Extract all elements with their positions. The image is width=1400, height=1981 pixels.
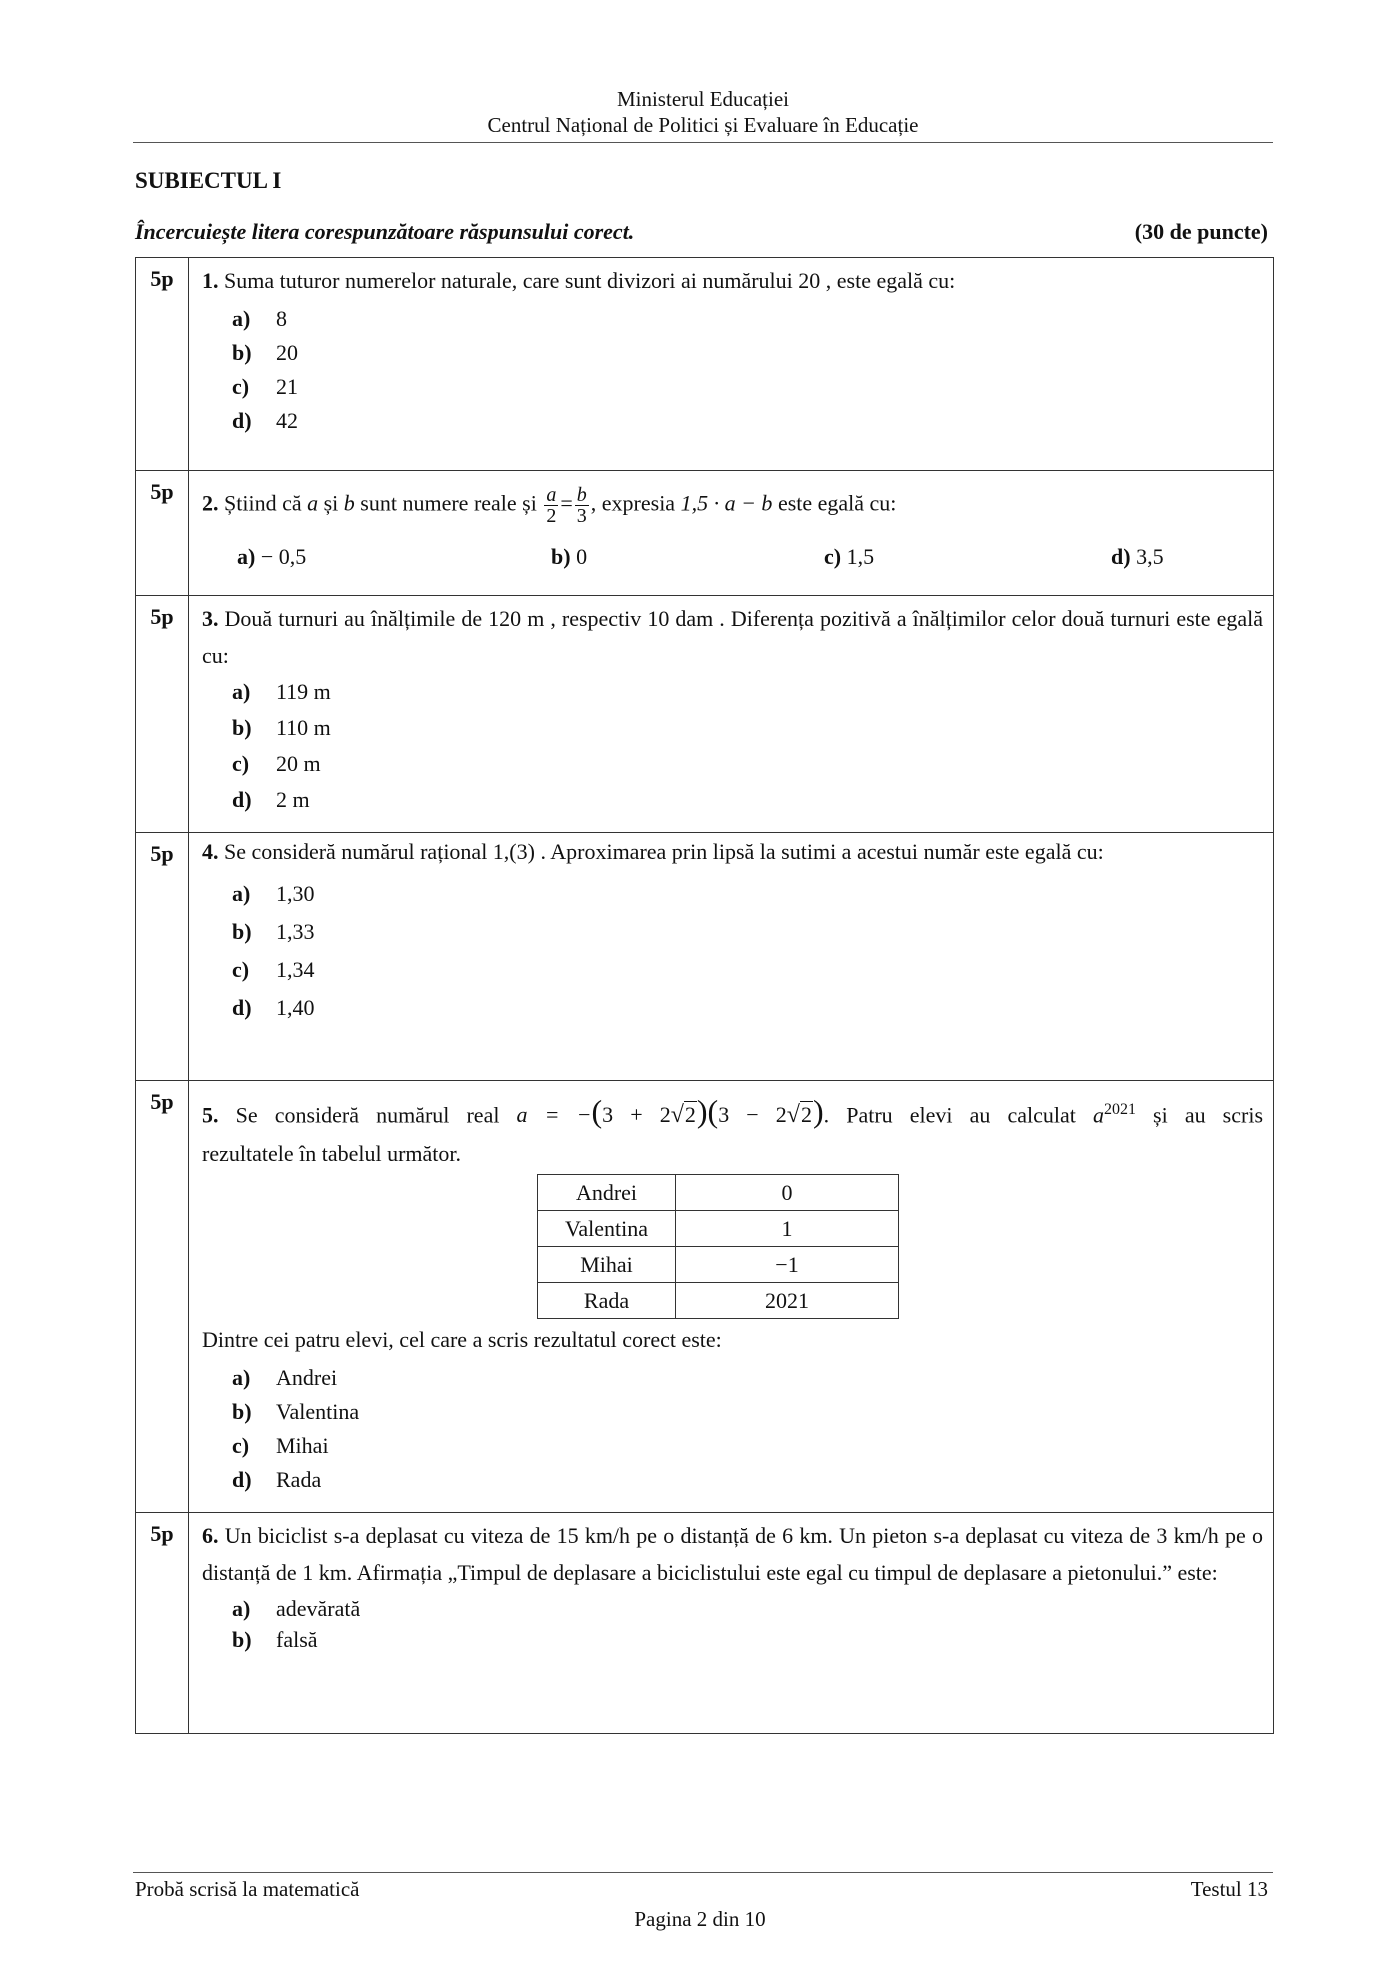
question-cell: 2. Știind că a și b sunt numere reale și $\frac{a}{2}$ = $\frac{b}{3}$ , expresia 1,5 · a − b este egală cu: a) − 0,5 b) 0 c) 1,5 d) 3,5 bbox=[189, 471, 1274, 596]
option-a[interactable]: a) 1,30 bbox=[232, 881, 315, 906]
option-a[interactable]: a) 119 m bbox=[232, 679, 331, 704]
options-list bbox=[232, 302, 1273, 438]
question-number: 3. bbox=[202, 606, 219, 631]
question-text: Două turnuri au înălțimile de 120 m , respectiv 10 dam . Diferența pozitivă a înălțimilor celor două turnuri este egală cu: bbox=[202, 606, 1263, 668]
points-cell: 5p bbox=[136, 833, 189, 1081]
subject-title: SUBIECTUL I bbox=[135, 168, 282, 193]
option-d[interactable]: d) 3,5 bbox=[1111, 544, 1164, 569]
question-cell bbox=[189, 258, 1274, 471]
question-row-4 bbox=[136, 833, 1274, 1081]
question-number: 4. bbox=[202, 839, 219, 864]
option-b[interactable]: b) Valentina bbox=[232, 1399, 360, 1425]
question-row-2 bbox=[136, 471, 1274, 596]
option-c[interactable]: c) 1,34 bbox=[232, 957, 315, 982]
points-total: (30 de puncte) bbox=[1134, 219, 1268, 244]
center-name: Centrul Național de Politici și Evaluare în Educație bbox=[487, 113, 919, 137]
options-list bbox=[232, 1593, 1273, 1655]
option-d[interactable]: d) 42 bbox=[232, 408, 298, 433]
question-number: 1. bbox=[202, 268, 219, 293]
option-a[interactable]: a) − 0,5 bbox=[237, 544, 307, 569]
option-a[interactable]: a) Andrei bbox=[232, 1365, 338, 1391]
option-c[interactable]: c) 21 bbox=[232, 374, 298, 399]
question-number: 5. bbox=[202, 1102, 219, 1128]
option-c[interactable]: c) 1,5 bbox=[824, 544, 875, 569]
option-b[interactable]: b) 20 bbox=[232, 340, 298, 365]
points-cell: 5p bbox=[136, 1081, 189, 1513]
exam-table bbox=[135, 257, 1274, 1734]
results-table bbox=[537, 1174, 899, 1319]
footer-divider bbox=[133, 1872, 1273, 1873]
instruction-text: Încercuiește litera corespunzătoare răspunsului corect. bbox=[135, 219, 635, 244]
question-row-6 bbox=[136, 1513, 1274, 1734]
points-cell: 5p bbox=[136, 596, 189, 833]
question-row-5 bbox=[136, 1081, 1274, 1513]
option-d[interactable]: d) 1,40 bbox=[232, 995, 315, 1020]
question-text: Un biciclist s-a deplasat cu viteza de 15 km/h pe o distanță de 6 km. Un pieton s-a deplasat cu viteza de 3 km/h pe o distanță de 1 km. Afirmația „Timpul de deplasare a biciclistului este egal cu timpul de deplasare a pietonului.” este: bbox=[202, 1523, 1264, 1585]
page-number: Pagina 2 din 10 bbox=[634, 1907, 766, 1931]
option-b[interactable]: b) falsă bbox=[232, 1627, 318, 1652]
points-cell: 5p bbox=[136, 1513, 189, 1734]
expression: 1,5 · a − b bbox=[680, 490, 773, 516]
fraction-b-over-3: $\frac{b}{3}$ bbox=[576, 484, 587, 527]
option-c[interactable]: c) Mihai bbox=[232, 1433, 329, 1459]
question-row-1 bbox=[136, 258, 1274, 471]
question-text: Se consideră numărul rațional 1,(3) . Aproximarea prin lipsă la sutimi a acestui număr este egală cu: bbox=[224, 839, 1104, 864]
question-number: 6. bbox=[202, 1523, 219, 1548]
footer-exam-name: Probă scrisă la matematică bbox=[135, 1877, 360, 1901]
document-header bbox=[133, 86, 1273, 138]
question-number: 2. bbox=[202, 490, 219, 516]
options-list bbox=[232, 875, 1273, 1027]
footer-test-number: Testul 13 bbox=[1190, 1877, 1268, 1901]
fraction-a-over-2: $\frac{a}{2}$ bbox=[546, 484, 557, 527]
options-list bbox=[232, 1361, 1273, 1497]
table-row: Valentina 1 bbox=[538, 1211, 899, 1247]
table-row: Mihai −1 bbox=[538, 1247, 899, 1283]
options-list bbox=[237, 540, 1273, 574]
question-cell: 5. Se consideră numărul real a = −(3 + 2√2)(3 − 2√2). Patru elevi au calculat $a^{2021}$ și au scris rezultatele în tabelul următor. Andrei 0 Valentina 1 Mihai −1 Rada 2021 Dintre cei patru elevi, cel care a scris rezultatul corect este: a) Andrei b) Valentina c) Mihai d) Rada bbox=[189, 1081, 1274, 1513]
header-divider bbox=[133, 142, 1273, 143]
option-b[interactable]: b) 1,33 bbox=[232, 919, 315, 944]
option-b[interactable]: b) 110 m bbox=[232, 715, 331, 740]
question-text: Suma tuturor numerelor naturale, care sunt divizori ai numărului 20 , este egală cu: bbox=[224, 268, 956, 293]
question-text: rezultatele în tabelul următor. bbox=[202, 1141, 462, 1167]
table-row: Andrei 0 bbox=[538, 1175, 899, 1211]
question-row-3 bbox=[136, 596, 1274, 833]
table-row: Rada 2021 bbox=[538, 1283, 899, 1319]
points-cell: 5p bbox=[136, 471, 189, 596]
question-cell bbox=[189, 596, 1274, 833]
option-b[interactable]: b) 0 bbox=[551, 544, 588, 569]
ministry-name: Ministerul Educației bbox=[616, 87, 790, 111]
question-prompt: Dintre cei patru elevi, cel care a scris rezultatul corect este: bbox=[202, 1327, 722, 1353]
points-cell: 5p bbox=[136, 258, 189, 471]
question-cell bbox=[189, 833, 1274, 1081]
options-list bbox=[232, 674, 1273, 818]
formula: a = −(3 + 2√2)(3 − 2√2) bbox=[516, 1093, 824, 1130]
question-cell bbox=[189, 1513, 1274, 1734]
option-d[interactable]: d) 2 m bbox=[232, 787, 310, 812]
option-a[interactable]: a) adevărată bbox=[232, 1596, 361, 1621]
option-a[interactable]: a) 8 bbox=[232, 306, 287, 331]
option-c[interactable]: c) 20 m bbox=[232, 751, 321, 776]
option-d[interactable]: d) Rada bbox=[232, 1467, 322, 1493]
